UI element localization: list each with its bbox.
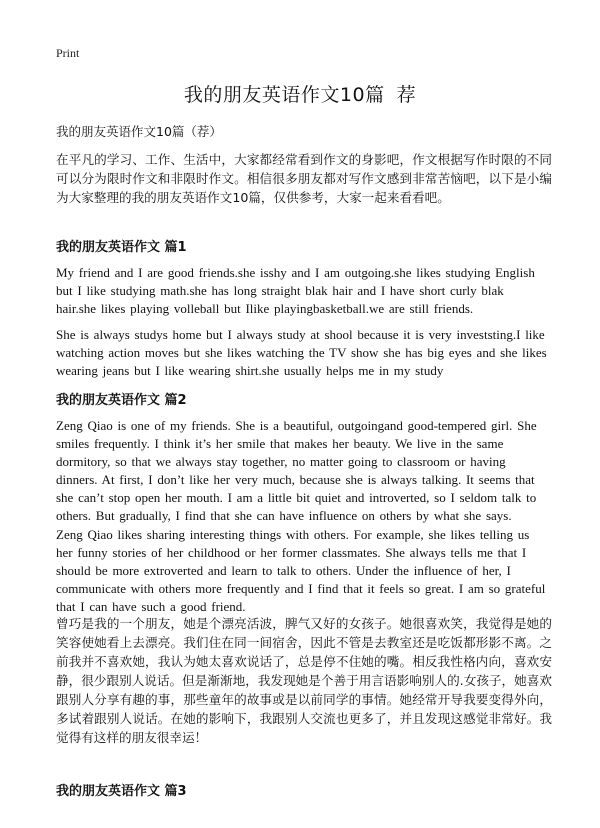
section-1-paragraph-1: My friend and I are good friends.she isshy and I am outgoing.she likes studying English but I like studying math.she has long straight blak hair and I have short curly blak hair.she likes playing volleball but Ilike playingbasketball.we are still friends. — [56, 265, 535, 316]
subtitle: 我的朋友英语作文10篇（荐） — [56, 124, 222, 139]
section-2-paragraph-2: Zeng Qiao likes sharing interesting things with others. For example, she likes telling us her funny stories of her childhood or her former classmates. She always tells me that I should be more extroverted and learn to talk to others. Under the influence of her, I communicate with others more frequently and I find that it feels so great. I am so grateful that I can have such a good friend. — [56, 527, 546, 614]
section-2-paragraph-1: Zeng Qiao is one of my friends. She is a beautiful, outgoingand good-tempered girl. She smiles frequently. I think it’s her smile that makes her beauty. We live in the same dormitory, so that we always stay together, no matter going to classroom or having dinners. At first, I don’t like her very much, because she is always talking. It seems that she can’t stop open her mouth. I am a little bit quiet and introverted, so I seldom talk to others. But gradually, I find that she can have influence on others by what she says. — [56, 418, 537, 523]
page-title — [0, 80, 600, 107]
intro-paragraph: 在平凡的学习、工作、生活中，大家都经常看到作文的身影吧，作文根据写作时限的不同可以分为限时作文和非限时作文。相信很多朋友都对写作文感到非常苦恼吧，以下是小编为大家整理的我的朋友英语作文10篇，仅供参考，大家一起来看看吧。 — [56, 152, 552, 205]
section-heading-2: 我的朋友英语作文 篇2 — [56, 393, 187, 408]
section-1-paragraph-2: She is always studys home but I always study at shool because it is very investsting.I like watching action moves but she likes watching the TV show she has big eyes and she likes wearing jeans but I like wearing shirt.she usually helps me in my study — [56, 327, 547, 378]
title-text: 我的朋友英语作文10篇 — [183, 84, 385, 106]
section-heading-3: 我的朋友英语作文 篇3 — [56, 784, 187, 799]
section-2-paragraph-3: 曾巧是我的一个朋友，她是个漂亮活波，脾气又好的女孩子。她很喜欢笑，我觉得是她的笑容使她看上去漂亮。我们住在同一间宿舍，因此不管是去教室还是吃饭都形影不离。之前我并不喜欢她，我认为她太喜欢说话了，总是停不住她的嘴。相反我性格内向，喜欢安静，很少跟别人说话。但是渐渐地，我发现她是个善于用言语影响别人的.女孩子，她喜欢跟别人分享有趣的事，那些童年的故事或是以前同学的事情。她经常开导我要变得外向，多试着跟别人说话。在她的影响下，我跟别人交流也更多了，并且发现这感觉非常好。我觉得有这样的朋友很幸运！ — [56, 616, 552, 745]
print-link[interactable]: Print — [56, 46, 80, 60]
section-heading-1: 我的朋友英语作文 篇1 — [56, 240, 187, 255]
title-suffix: 荐 — [396, 84, 417, 106]
